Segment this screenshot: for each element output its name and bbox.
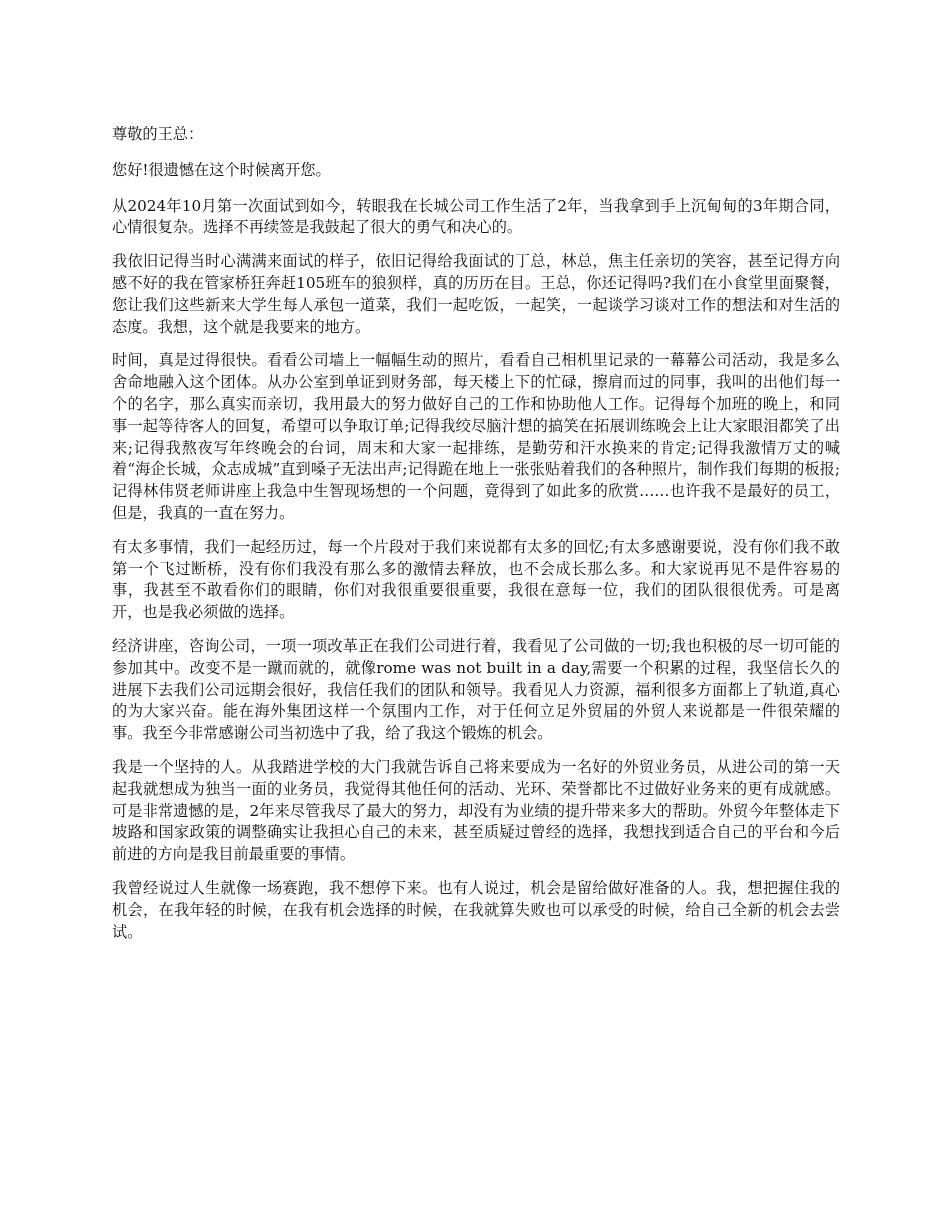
paragraph-company-reform: 经济讲座，咨询公司，一项一项改革正在我们公司进行着，我看见了公司做的一切;我也积极的尽一切可能的参加其中。改变不是一蹴而就的，就像rome was not built in a day,需要一个积累的过程，我坚信长久的进展下去我们公司远期会很好，我信任我们的团队和领导。我看见人力资源，福利很多方面都上了轨道,真心的为大家兴奋。能在海外集团这样一个氛围内工作，对于任何立足外贸届的外贸人来说都是一件很荣耀的事。我至今非常感谢公司当初选中了我，给了我这个锻炼的机会。 <box>112 636 840 743</box>
paragraph-closing: 我曾经说过人生就像一场赛跑，我不想停下来。也有人说过，机会是留给做好准备的人。我，想把握住我的机会，在我年轻的时候，在我有机会选择的时候，在我就算失败也可以承受的时候，给自己全新的机会去尝试。 <box>112 878 840 941</box>
salutation: 尊敬的王总： <box>112 125 204 143</box>
paragraph-gratitude-team: 有太多事情，我们一起经历过，每一个片段对于我们来说都有太多的回忆;有太多感谢要说，没有你们我不敢第一个飞过断桥，没有你们我没有那么多的激情去释放，也不会成长那么多。和大家说再见不是件容易的事，我甚至不敢看你们的眼睛，你们对我很重要很重要，我很在意每一位，我们的团队很很优秀。可是离开，也是我必须做的选择。 <box>112 537 840 622</box>
paragraph-first-memories: 我依旧记得当时心满满来面试的样子，依旧记得给我面试的丁总，林总，焦主任亲切的笑容，甚至记得方向感不好的我在管家桥狂奔赶105班车的狼狈样，真的历历在目。王总，你还记得吗?我们在小食堂里面聚餐，您让我们这些新来大学生每人承包一道菜，我们一起吃饭，一起笑，一起谈学习谈对工作的想法和对生活的态度。我想，这个就是我要来的地方。 <box>112 252 840 336</box>
paragraph-interview-history: 从2024年10月第一次面试到如今，转眼我在长城公司工作生活了2年，当我拿到手上沉甸甸的3年期合同，心情很复杂。选择不再续签是我鼓起了很大的勇气和决心的。 <box>112 196 840 237</box>
paragraph-career-goal: 我是一个坚持的人。从我踏进学校的大门我就告诉自己将来要成为一名好的外贸业务员，从进公司的第一天起我就想成为独当一面的业务员，我觉得其他任何的活动、光环、荣誉都比不过做好业务来的更有成就感。可是非常遗憾的是，2年来尽管我尽了最大的努力，却没有为业绩的提升带来多大的帮助。外贸今年整体走下坡路和国家政策的调整确实让我担心自己的未来，甚至质疑过曾经的选择，我想找到适合自己的平台和今后前进的方向是我目前最重要的事情。 <box>112 757 840 864</box>
paragraph-company-activities: 时间，真是过得很快。看看公司墙上一幅幅生动的照片，看看自己相机里记录的一幕幕公司活动，我是多么舍命地融入这个团体。从办公室到单证到财务部，每天楼上下的忙碌，擦肩而过的同事，我叫的出他们每一个的名字，那么真实而亲切，我用最大的努力做好自己的工作和协助他人工作。记得每个加班的晚上，和同事一起等待客人的回复，希望可以争取订单;记得我绞尽脑汁想的搞笑在拓展训练晚会上让大家眼泪都笑了出来;记得我熬夜写年终晚会的台词，周末和大家一起排练，是勤劳和汗水换来的肯定;记得我激情万丈的喊着“海企长城，众志成城”直到嗓子无法出声;记得跪在地上一张张贴着我们的各种照片，制作我们每期的板报;记得林伟贤老师讲座上我急中生智现场想的一个问题，竟得到了如此多的欣赏……也许我不是最好的员工，但是，我真的一直在努力。 <box>112 351 840 522</box>
opening-line: 您好!很遗憾在这个时候离开您。 <box>112 160 331 179</box>
resignation-letter <box>112 124 840 955</box>
